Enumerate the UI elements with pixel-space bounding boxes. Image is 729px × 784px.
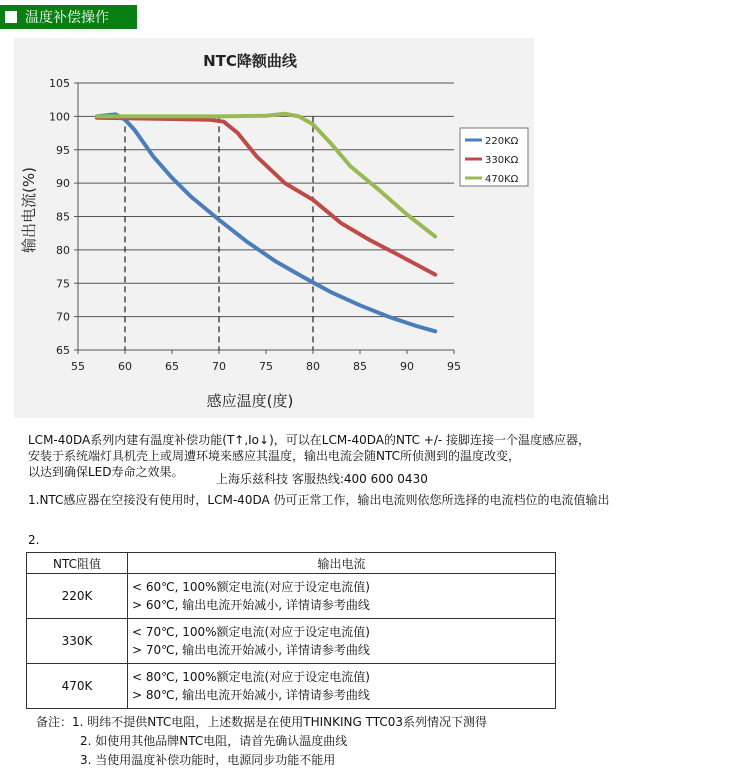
y-tick-label: 80 xyxy=(56,243,70,257)
note-row xyxy=(36,732,487,751)
desc-line: > 60℃, 输出电流开始减小, 详情请参考曲线 xyxy=(132,598,370,612)
y-tick-label: 70 xyxy=(56,310,70,324)
intro-line-2: 安装于系统端灯具机壳上或周遭环境来感应其温度，输出电流会随NTC所侦测到的温度改变， xyxy=(28,449,520,463)
output-current-cell xyxy=(128,664,556,709)
table-row xyxy=(27,619,556,664)
note-row xyxy=(36,713,487,732)
chart-grid xyxy=(78,83,454,350)
series-line xyxy=(97,114,435,331)
note-item: 1. 明纬不提供NTC电阻，上述数据是在使用THINKING TTC03系列情况下测得 xyxy=(72,715,488,729)
desc-line: > 70℃, 输出电流开始减小, 详情请参考曲线 xyxy=(132,643,370,657)
y-tick-label: 105 xyxy=(49,77,70,90)
x-tick-label: 75 xyxy=(259,360,273,373)
table-row xyxy=(27,574,556,619)
y-tick-label: 75 xyxy=(56,277,70,291)
y-tick-label: 85 xyxy=(56,210,70,224)
legend-label: 470KΩ xyxy=(485,174,519,185)
desc-line: > 80℃, 输出电流开始减小, 详情请参考曲线 xyxy=(132,688,370,702)
x-tick-label: 55 xyxy=(71,360,85,373)
legend-label: 220KΩ xyxy=(485,136,519,147)
chart-axes xyxy=(49,77,461,373)
table-header-row xyxy=(27,553,556,574)
ntc-value-cell: 220K xyxy=(27,574,128,619)
y-tick-label: 100 xyxy=(49,110,70,124)
x-tick-label: 60 xyxy=(118,360,132,373)
header-ntc-value: NTC阻值 xyxy=(27,553,128,574)
intro-line-3: 以达到确保LED寿命之效果。 xyxy=(28,465,184,479)
table-row xyxy=(27,664,556,709)
x-axis-label: 感应温度(度) xyxy=(206,392,294,410)
x-tick-label: 65 xyxy=(165,360,179,373)
hotline-text: 上海乐兹科技 客服热线:400 600 0430 xyxy=(216,472,428,486)
desc-line: < 80℃, 100%额定电流(对应于设定电流值) xyxy=(132,670,370,684)
x-tick-label: 95 xyxy=(447,360,461,373)
section-title: 温度补偿操作 xyxy=(25,10,109,26)
ntc-table xyxy=(26,552,556,709)
notes xyxy=(36,713,487,770)
y-tick-label: 90 xyxy=(56,177,70,191)
series-line xyxy=(97,114,435,237)
y-tick-label: 65 xyxy=(56,344,70,357)
x-tick-label: 85 xyxy=(353,360,367,373)
point-1: 1.NTC感应器在空接没有使用时，LCM-40DA 仍可正常工作，输出电流则依您所选择的电流档位的电流值输出 xyxy=(28,493,610,507)
chart-series xyxy=(97,114,435,332)
notes-label: 备注： xyxy=(36,715,73,729)
output-current-cell xyxy=(128,619,556,664)
chart-legend xyxy=(460,128,528,186)
x-tick-label: 90 xyxy=(400,360,414,373)
desc-line: < 60℃, 100%额定电流(对应于设定电流值) xyxy=(132,580,370,594)
section-header xyxy=(0,5,137,29)
ntc-value-cell: 330K xyxy=(27,619,128,664)
desc-line: < 70℃, 100%额定电流(对应于设定电流值) xyxy=(132,625,370,639)
note-item: 2. 如使用其他品牌NTC电阻，请首先确认温度曲线 xyxy=(80,734,348,748)
y-tick-label: 95 xyxy=(56,143,70,157)
ntc-value-cell: 470K xyxy=(27,664,128,709)
x-tick-label: 70 xyxy=(212,360,226,373)
header-output-current: 输出电流 xyxy=(128,553,556,574)
point-2-label: 2. xyxy=(28,533,40,547)
legend-label: 330KΩ xyxy=(485,155,519,166)
y-axis-label: 输出电流(%) xyxy=(20,167,38,253)
chart-svg xyxy=(14,38,534,418)
note-item: 3. 当使用温度补偿功能时，电源同步功能不能用 xyxy=(80,753,336,767)
ntc-derating-chart xyxy=(14,38,534,418)
chart-title: NTC降额曲线 xyxy=(203,52,297,70)
output-current-cell xyxy=(128,574,556,619)
x-tick-label: 80 xyxy=(306,360,320,373)
intro-line-1: LCM-40DA系列内建有温度补偿功能(T↑,Io↓)，可以在LCM-40DA的NTC +/- 接脚连接一个温度感应器， xyxy=(28,433,591,447)
note-row xyxy=(36,751,487,770)
threshold-lines xyxy=(125,116,313,350)
square-icon xyxy=(5,11,17,23)
